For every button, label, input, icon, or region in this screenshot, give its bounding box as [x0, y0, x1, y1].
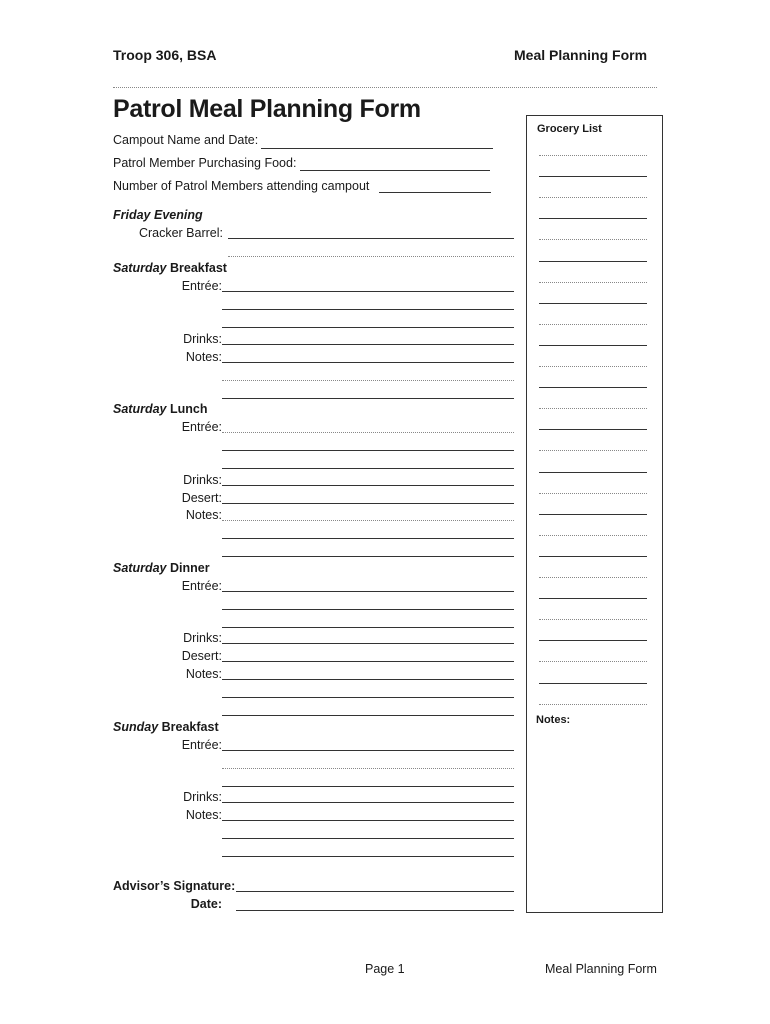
sat-breakfast-notes-line[interactable]	[222, 362, 514, 363]
sat-lunch-entree-label: Entrée:	[181, 420, 222, 434]
sat-breakfast-entree-line-3[interactable]	[222, 327, 514, 328]
saturday-dinner-heading: Saturday Dinner	[113, 561, 210, 575]
sun-breakfast-notes-line-2[interactable]	[222, 838, 514, 839]
sat-breakfast-drinks-label: Drinks:	[183, 332, 222, 346]
sat-dinner-entree-line[interactable]	[222, 591, 514, 592]
sat-breakfast-notes-label: Notes:	[185, 350, 222, 364]
sat-lunch-notes-label: Notes:	[185, 508, 222, 522]
sat-lunch-notes-line[interactable]	[222, 520, 514, 521]
grocery-line[interactable]	[539, 345, 647, 346]
troop-name: Troop 306, BSA	[113, 47, 217, 63]
footer-form-name: Meal Planning Form	[545, 962, 657, 976]
grocery-line[interactable]	[539, 619, 647, 620]
sat-dinner-entree-line-2[interactable]	[222, 609, 514, 610]
grocery-line[interactable]	[539, 598, 647, 599]
page-title: Patrol Meal Planning Form	[113, 95, 421, 123]
grocery-line[interactable]	[539, 176, 647, 177]
sat-breakfast-drinks-line[interactable]	[222, 344, 514, 345]
cracker-barrel-line-2[interactable]	[228, 256, 514, 257]
grocery-line[interactable]	[539, 261, 647, 262]
members-field[interactable]	[379, 192, 491, 193]
sat-lunch-entree-line-2[interactable]	[222, 450, 514, 451]
sat-lunch-drinks-label: Drinks:	[183, 473, 222, 487]
grocery-line[interactable]	[539, 640, 647, 641]
cracker-barrel-line[interactable]	[228, 238, 514, 239]
sat-breakfast-entree-line-2[interactable]	[222, 309, 514, 310]
saturday-lunch-heading: Saturday Lunch	[113, 402, 208, 416]
grocery-line[interactable]	[539, 303, 647, 304]
date-label: Date:	[190, 897, 222, 911]
sat-dinner-notes-line[interactable]	[222, 679, 514, 680]
grocery-line[interactable]	[539, 450, 647, 451]
date-line[interactable]	[236, 910, 514, 911]
sat-dinner-notes-label: Notes:	[185, 667, 222, 681]
sat-lunch-entree-line-3[interactable]	[222, 468, 514, 469]
sat-dinner-entree-line-3[interactable]	[222, 627, 514, 628]
sun-breakfast-entree-line-2[interactable]	[222, 768, 514, 769]
grocery-line[interactable]	[539, 155, 647, 156]
sat-dinner-notes-line-2[interactable]	[222, 697, 514, 698]
grocery-line[interactable]	[539, 683, 647, 684]
friday-evening-heading: Friday Evening	[113, 208, 203, 222]
page-number: Page 1	[365, 962, 405, 976]
grocery-line[interactable]	[539, 514, 647, 515]
sun-breakfast-entree-line[interactable]	[222, 750, 514, 751]
grocery-line[interactable]	[539, 535, 647, 536]
members-label: Number of Patrol Members attending campout	[113, 179, 370, 193]
sun-breakfast-drinks-label: Drinks:	[183, 790, 222, 804]
grocery-line[interactable]	[539, 218, 647, 219]
sunday-breakfast-heading: Sunday Breakfast	[113, 720, 219, 734]
sat-lunch-entree-line[interactable]	[222, 432, 514, 433]
sat-dinner-drinks-label: Drinks:	[183, 631, 222, 645]
sat-lunch-notes-line-2[interactable]	[222, 538, 514, 539]
sat-breakfast-entree-label: Entrée:	[181, 279, 222, 293]
grocery-line[interactable]	[539, 366, 647, 367]
grocery-line[interactable]	[539, 324, 647, 325]
grocery-line[interactable]	[539, 239, 647, 240]
header-divider	[113, 87, 657, 88]
sat-lunch-desert-line[interactable]	[222, 503, 514, 504]
sun-breakfast-drinks-line[interactable]	[222, 802, 514, 803]
purchaser-label: Patrol Member Purchasing Food:	[113, 156, 297, 170]
campout-field[interactable]	[261, 148, 493, 149]
sun-breakfast-entree-label: Entrée:	[181, 738, 222, 752]
advisor-signature-label: Advisor’s Signature:	[113, 879, 236, 893]
sun-breakfast-notes-line-3[interactable]	[222, 856, 514, 857]
grocery-line[interactable]	[539, 493, 647, 494]
grocery-line[interactable]	[539, 387, 647, 388]
sun-breakfast-notes-line[interactable]	[222, 820, 514, 821]
grocery-line[interactable]	[539, 556, 647, 557]
grocery-notes-label: Notes:	[536, 714, 571, 726]
sat-breakfast-notes-line-2[interactable]	[222, 380, 514, 381]
grocery-line[interactable]	[539, 704, 647, 705]
grocery-list-title: Grocery List	[537, 123, 602, 135]
sat-dinner-desert-label: Desert:	[181, 649, 222, 663]
sat-dinner-entree-label: Entrée:	[181, 579, 222, 593]
grocery-line[interactable]	[539, 661, 647, 662]
saturday-breakfast-heading: Saturday Breakfast	[113, 261, 227, 275]
sat-dinner-drinks-line[interactable]	[222, 643, 514, 644]
grocery-line[interactable]	[539, 429, 647, 430]
grocery-line[interactable]	[539, 472, 647, 473]
purchaser-field[interactable]	[300, 170, 490, 171]
sat-breakfast-entree-line[interactable]	[222, 291, 514, 292]
sat-lunch-drinks-line[interactable]	[222, 485, 514, 486]
grocery-line[interactable]	[539, 577, 647, 578]
sat-dinner-notes-line-3[interactable]	[222, 715, 514, 716]
header-form-name: Meal Planning Form	[514, 47, 648, 63]
sat-breakfast-notes-line-3[interactable]	[222, 398, 514, 399]
sat-dinner-desert-line[interactable]	[222, 661, 514, 662]
grocery-line[interactable]	[539, 197, 647, 198]
campout-label: Campout Name and Date:	[113, 133, 259, 147]
advisor-signature-line[interactable]	[236, 891, 514, 892]
sun-breakfast-entree-line-3[interactable]	[222, 786, 514, 787]
sat-lunch-notes-line-3[interactable]	[222, 556, 514, 557]
grocery-line[interactable]	[539, 408, 647, 409]
cracker-barrel-label: Cracker Barrel:	[138, 226, 223, 240]
sun-breakfast-notes-label: Notes:	[185, 808, 222, 822]
sat-lunch-desert-label: Desert:	[181, 491, 222, 505]
grocery-line[interactable]	[539, 282, 647, 283]
